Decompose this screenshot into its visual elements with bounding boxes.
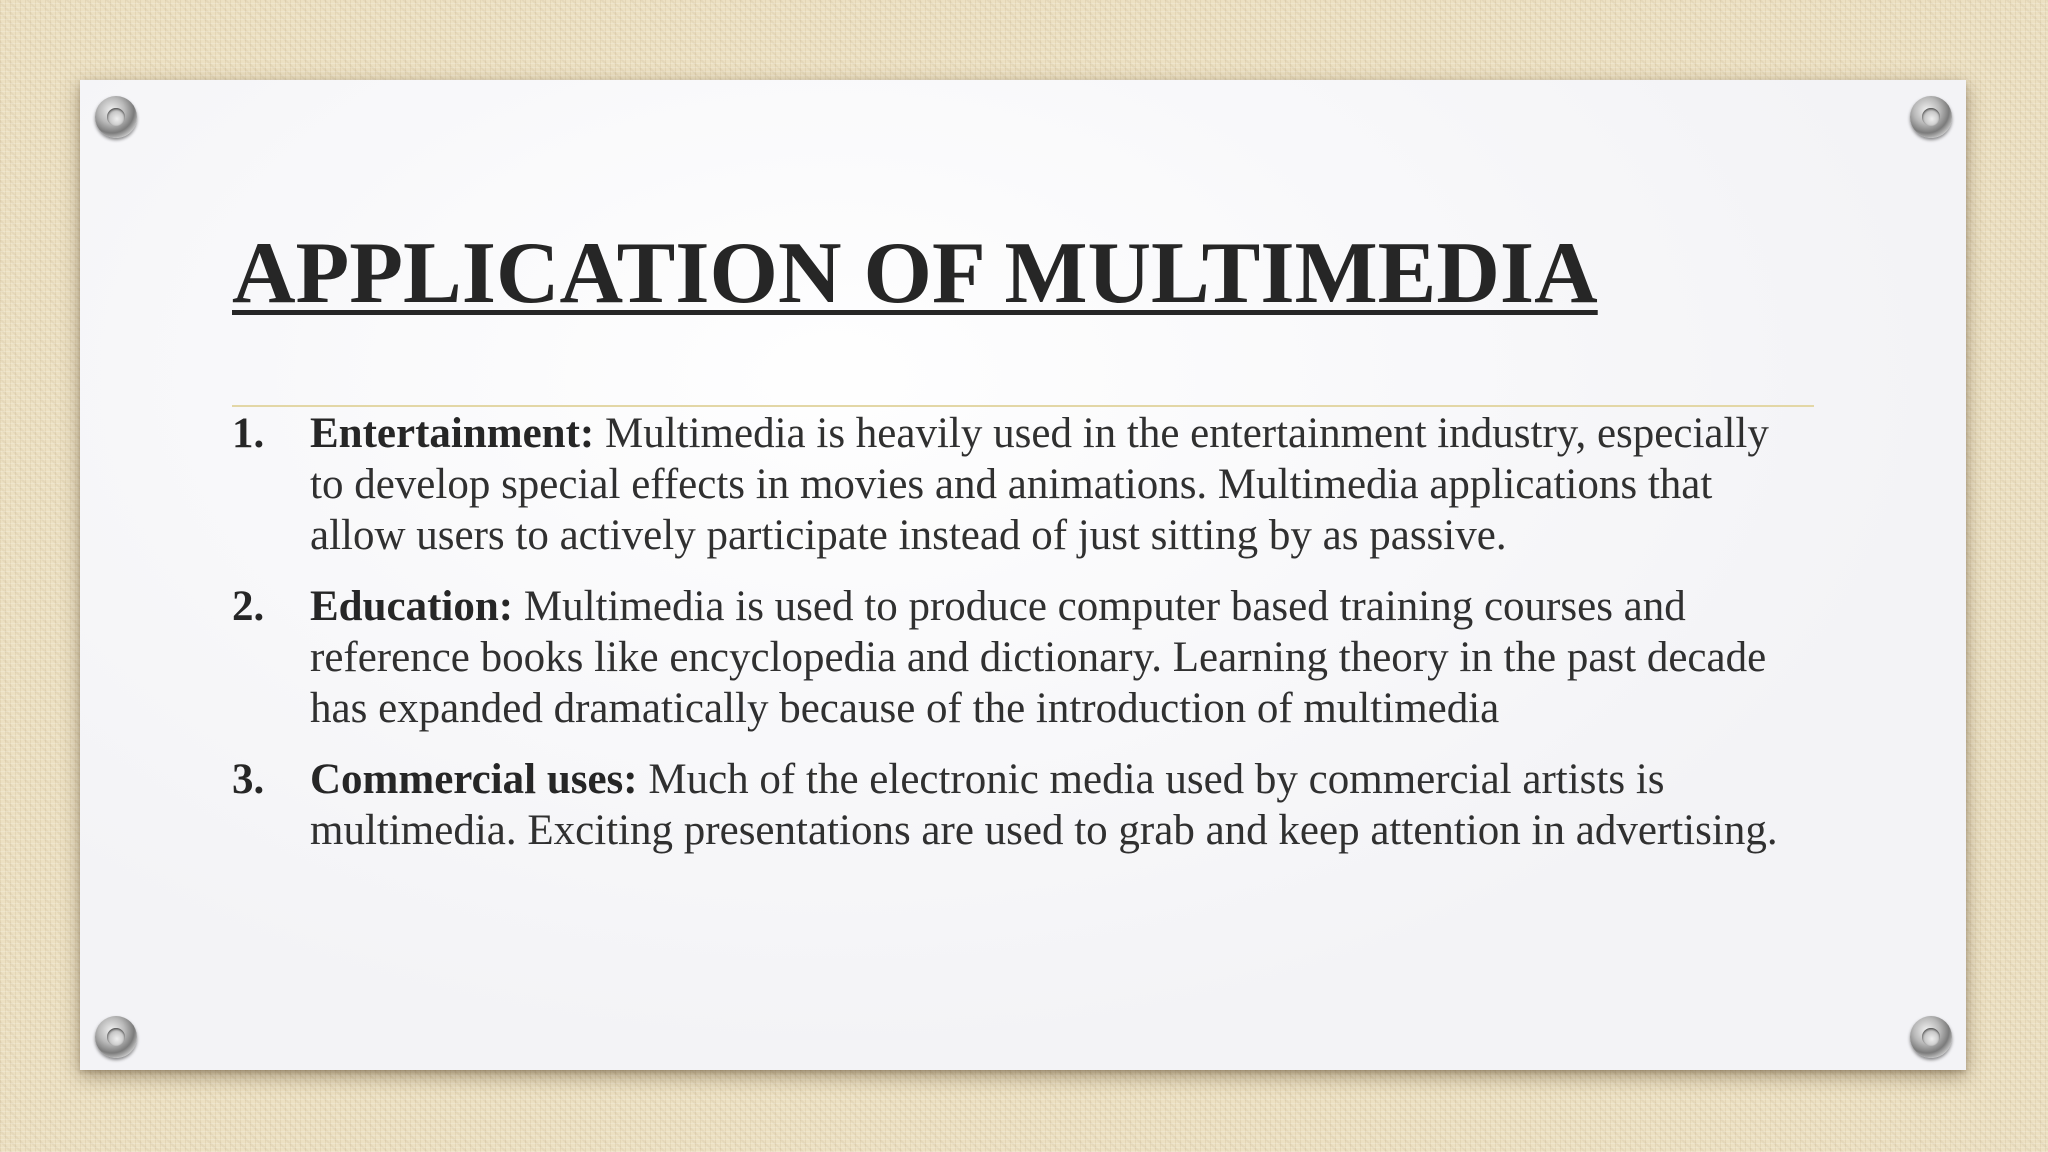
list-item-text: Much of the electronic media used by commercial artists is multimedia. Exciting presentations are used to grab and keep attention in advertising. (310, 756, 1778, 854)
list-item-term: Entertainment: (310, 410, 605, 457)
slide-title: APPLICATION OF MULTIMEDIA (232, 225, 1598, 322)
list-item-commercial-uses (232, 754, 1792, 856)
list-item-number: 2. (232, 583, 265, 630)
list-item-number: 1. (232, 410, 265, 457)
grommet-top-left-icon (95, 96, 137, 138)
grommet-bottom-right-icon (1910, 1016, 1952, 1058)
list-item-term: Commercial uses: (310, 756, 649, 803)
list-item-number: 3. (232, 756, 265, 803)
grommet-top-right-icon (1910, 96, 1952, 138)
list-item-text: Multimedia is used to produce computer based training courses and reference books like encyclopedia and dictionary. Learning theory in the past decade has expanded dramatically because of the introduction of multimedia (310, 583, 1767, 732)
list-item-entertainment (232, 408, 1792, 561)
title-divider (232, 405, 1814, 407)
list-item-term: Education: (310, 583, 524, 630)
application-list (232, 408, 1792, 876)
list-item-education (232, 581, 1792, 734)
list-item-text: Multimedia is heavily used in the entertainment industry, especially to develop special effects in movies and animations. Multimedia applications that allow users to actively participate instead of just sitting by as passive. (310, 410, 1769, 559)
grommet-bottom-left-icon (95, 1016, 137, 1058)
